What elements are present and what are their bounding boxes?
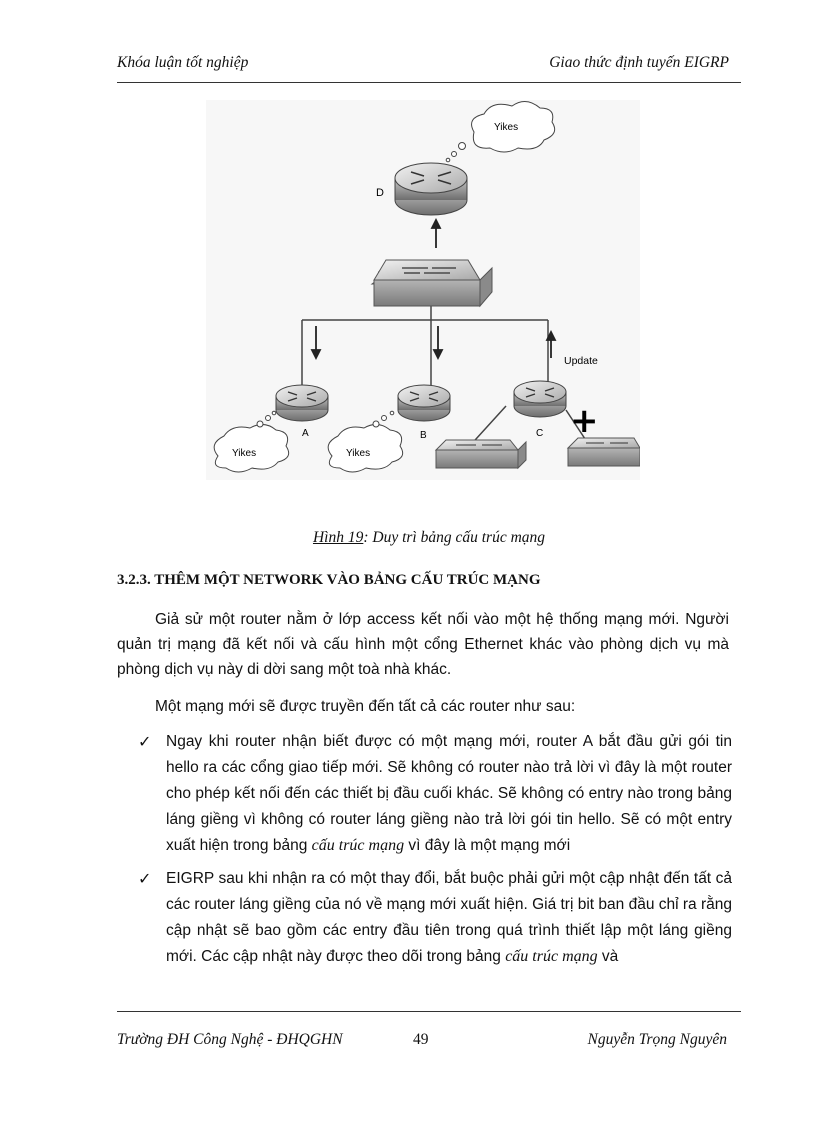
update-label: Update — [564, 355, 598, 367]
router-c — [514, 381, 566, 417]
figure-caption — [117, 529, 741, 547]
router-c-label: C — [536, 428, 544, 439]
router-a-label: A — [302, 428, 309, 439]
cloud-b-label: Yikes — [346, 448, 371, 459]
paragraph-1: Giả sử một router nằm ở lớp access kết nối vào một hệ thống mạng mới. Người quản trị mạng đã kết nối và cấu hình một cổng Ethernet khác vào phòng dịch vụ mà phòng dịch vụ này di dời sang một toà nhà khác. — [117, 611, 729, 678]
caption-text: : Duy trì bảng cấu trúc mạng — [363, 529, 546, 546]
router-d — [395, 163, 467, 215]
network-figure — [206, 100, 640, 480]
router-d-label: D — [376, 187, 384, 199]
check-icon: ✓ — [138, 732, 152, 751]
footer-right: Nguyễn Trọng Nguyên — [587, 1031, 727, 1048]
caption-label: Hình 19 — [312, 529, 364, 546]
header-left: Khóa luận tốt nghiệp — [117, 54, 249, 71]
section-heading: 3.2.3. THÊM MỘT NETWORK VÀO BẢNG CẤU TRÚC MẠNG — [117, 572, 541, 588]
page-number: 49 — [413, 1031, 429, 1048]
router-a — [276, 385, 328, 421]
footer-left: Trường ĐH Công Nghệ - ĐHQGHN — [117, 1031, 343, 1048]
switch-bottom-left — [436, 440, 526, 468]
check-icon: ✓ — [138, 869, 152, 888]
cross-mark: + — [570, 401, 599, 441]
page-header — [117, 54, 741, 80]
cloud-a-label: Yikes — [232, 448, 257, 459]
footer-rule — [117, 1011, 741, 1012]
bullet-text-2: EIGRP sau khi nhận ra có một thay đổi, bắt buộc phải gửi một cập nhật đến tất cả các router láng giềng của nó về mạng mới xuất hiện. Giá trị bit ban đầu chỉ ra rằng cập nhật sẽ bao gồm các entry đầu tiên trong quá trình thiết lập một láng giềng mới. Các cập nhật này được theo dõi trong bảng cấu trúc mạng và — [166, 870, 732, 965]
bullet-text-1: Ngay khi router nhận biết được có một mạng mới, router A bắt đầu gửi gói tin hello ra các cổng giao tiếp mới. Sẽ không có router nào trả lời vì đây là một router cho phép kết nối đến các thiết bị đầu cuối khác. Sẽ không có entry nào trong bảng láng giềng vì không có router láng giềng nào trả lời gói tin hello. Sẽ có một entry xuất hiện trong bảng cấu trúc mạng vì đây là một mạng mới — [166, 733, 732, 854]
paragraph-2: Một mạng mới sẽ được truyền đến tất cả các router như sau: — [155, 698, 576, 715]
cloud-top-label: Yikes — [494, 122, 519, 133]
router-b — [398, 385, 450, 421]
header-right: Giao thức định tuyến EIGRP — [549, 54, 729, 71]
switch-bottom-right — [568, 438, 640, 466]
router-b-label: B — [420, 430, 427, 441]
header-rule — [117, 82, 741, 83]
